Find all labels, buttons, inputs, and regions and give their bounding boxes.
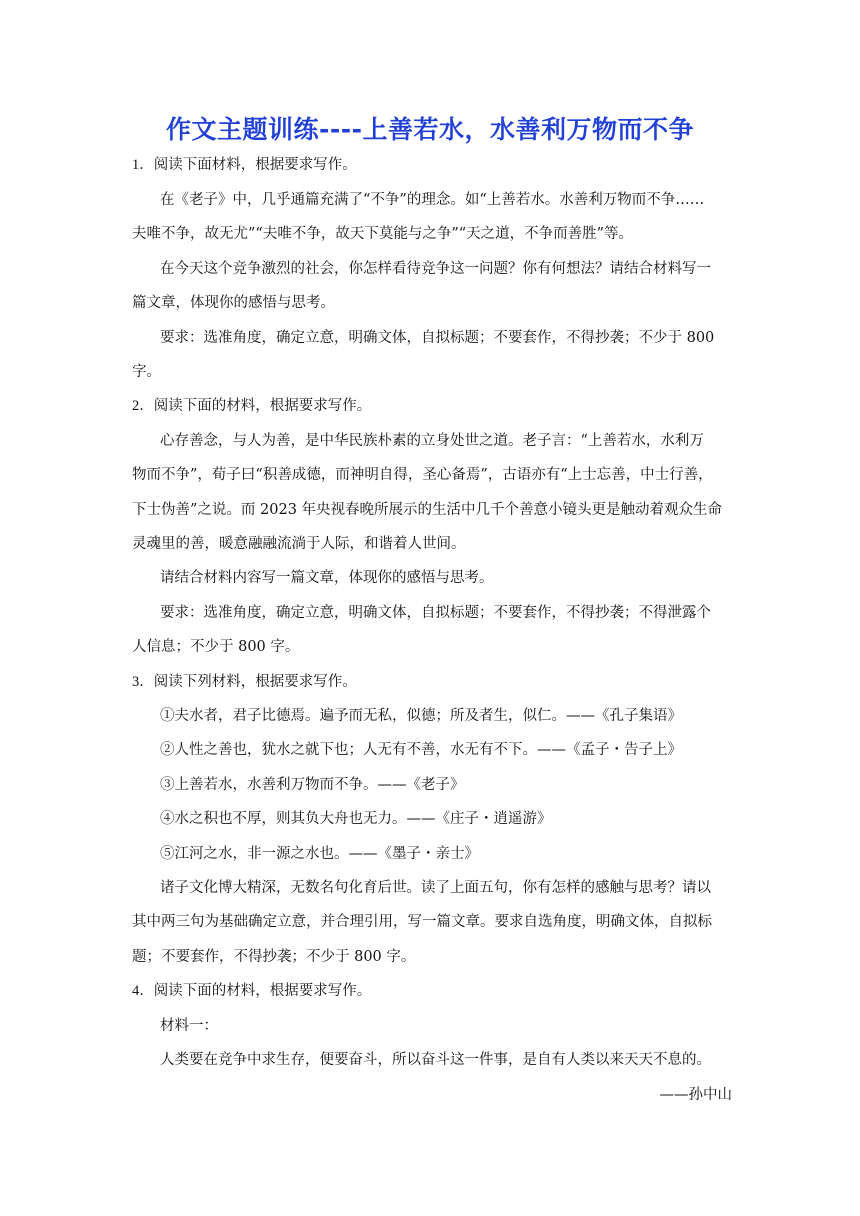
- q1-requirement-line: 字。: [132, 364, 161, 380]
- q2-requirement-line: 要求：选准角度，确定立意，明确文体，自拟标题；不要套作，不得抄袭；不得泄露个: [160, 605, 711, 621]
- q3-quote-1: ①夫水者，君子比德焉。遍予而无私，似德；所及者生，似仁。——《孔子集语》: [160, 708, 682, 724]
- q1-prompt-line: 在今天这个竞争激烈的社会，你怎样看待竞争这一问题？你有何想法？请结合材料写一: [160, 261, 711, 277]
- q1-requirement-line: 要求：选准角度，确定立意，明确文体，自拟标题；不要套作，不得抄袭；不少于 800: [160, 330, 715, 346]
- q2-material-line: 灵魂里的善，暖意融融流淌于人际，和谐着人世间。: [132, 536, 466, 552]
- q2-material-line: 物而不争”，荀子曰“积善成德，而神明自得，圣心备焉”，古语亦有“上士忘善，中士行善，: [132, 467, 713, 483]
- q4-material-source: ——孙中山: [659, 1087, 732, 1103]
- q3-quote-3: ③上善若水，水善利万物而不争。——《老子》: [160, 777, 465, 793]
- q1-prompt-line: 篇文章，体现你的感悟与思考。: [132, 295, 335, 311]
- q3-prompt-line: 题；不要套作，不得抄袭；不少于 800 字。: [132, 949, 416, 965]
- q2-prompt-line: 请结合材料内容写一篇文章，体现你的感悟与思考。: [160, 570, 494, 586]
- q2-heading: 2．阅读下面的材料，根据要求写作。: [132, 398, 372, 414]
- q2-material-line: 下士伪善”之说。而 2023 年央视春晚所展示的生活中几千个善意小镜头更是触动着观众生命: [132, 502, 723, 518]
- q1-material-line: 夫唯不争，故无尤”“夫唯不争，故天下莫能与之争”“天之道，不争而善胜”等。: [132, 226, 634, 242]
- q2-requirement-line: 人信息；不少于 800 字。: [132, 639, 300, 655]
- q4-material-label: 材料一：: [160, 1018, 218, 1034]
- q4-heading: 4．阅读下面的材料，根据要求写作。: [132, 983, 372, 999]
- q1-material-line: 在《老子》中，几乎通篇充满了“不争”的理念。如“上善若水。水善利万物而不争……: [160, 192, 705, 208]
- q3-quote-4: ④水之积也不厚，则其负大舟也无力。——《庄子・逍遥游》: [160, 811, 552, 827]
- q3-heading: 3．阅读下列材料，根据要求写作。: [132, 674, 357, 690]
- q4-material-text: 人类要在竞争中求生存，便要奋斗，所以奋斗这一件事，是自有人类以来天天不息的。: [160, 1052, 711, 1068]
- q3-quote-2: ②人性之善也，犹水之就下也；人无有不善，水无有不下。——《孟子・告子上》: [160, 742, 682, 758]
- q3-prompt-line: 诸子文化博大精深，无数名句化育后世。读了上面五句，你有怎样的感触与思考？请以: [160, 880, 711, 896]
- q1-heading: 1．阅读下面材料，根据要求写作。: [132, 157, 357, 173]
- q2-material-line: 心存善念，与人为善，是中华民族朴素的立身处世之道。老子言：“上善若水，水利万: [160, 433, 704, 449]
- page-title: 作文主题训练----上善若水，水善利万物而不争: [165, 115, 694, 144]
- q3-prompt-line: 其中两三句为基础确定立意，并合理引用，写一篇文章。要求自选角度，明确文体，自拟标: [132, 914, 712, 930]
- q3-quote-5: ⑤江河之水，非一源之水也。——《墨子・亲士》: [160, 846, 479, 862]
